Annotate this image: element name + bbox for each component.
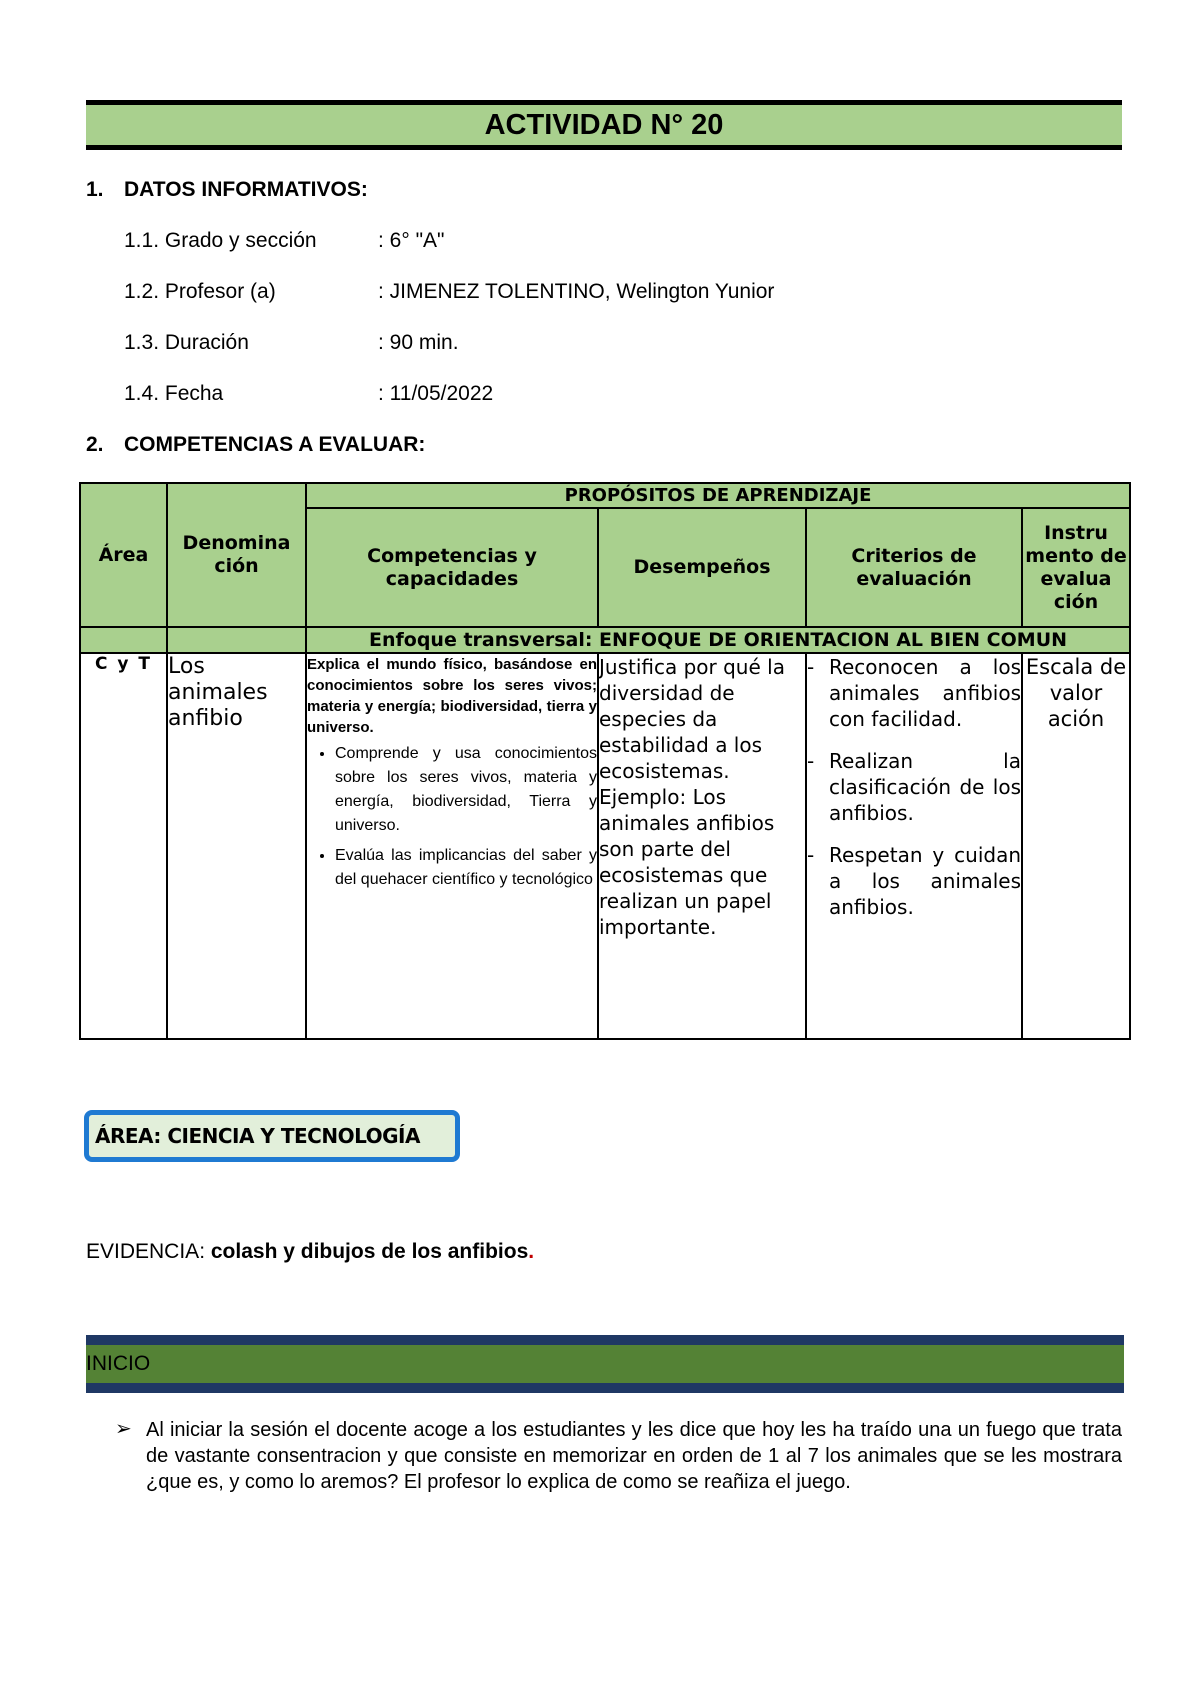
criterio-item: - Reconocen a los animales anfibios con facilidad. xyxy=(807,655,1021,731)
info-value: : 6° "A" xyxy=(378,229,445,252)
section-datos-informativos xyxy=(86,178,368,202)
criterio-text: Respetan y cuidan a los animales anfibios. xyxy=(829,843,1021,919)
arrow-bullet-icon: ➢ xyxy=(115,1418,132,1440)
capacidad-item: • Comprende y usa conocimientos sobre los seres vivos, materia y energía, biodiversidad, Tierra y universo. xyxy=(335,742,597,838)
cell-criterios xyxy=(806,653,1022,1039)
capacidad-item: • Evalúa las implicancias del saber y del quehacer científico y tecnológico xyxy=(335,844,597,892)
activity-title: ACTIVIDAD N° 20 xyxy=(484,108,724,141)
header-competencias: Competencias y capacidades xyxy=(306,508,598,627)
info-label: 1.1. Grado y sección xyxy=(124,229,317,252)
section-heading: DATOS INFORMATIVOS: xyxy=(124,178,368,201)
info-value: : 11/05/2022 xyxy=(378,382,494,405)
area-box xyxy=(84,1110,460,1162)
header-instrumento: Instru mento de evalua ción xyxy=(1022,508,1130,627)
inicio-heading: INICIO xyxy=(86,1352,151,1375)
competencias-table xyxy=(79,482,1131,1040)
header-denominacion: Denomina ción xyxy=(167,483,306,627)
cell-denominacion: Los animales anfibio xyxy=(167,653,306,1039)
cell-competencias xyxy=(306,653,598,1039)
info-value: : 90 min. xyxy=(378,331,459,354)
competencia-lead: Explica el mundo físico, basándose en conocimientos sobre los seres vivos; materia y energía; biodiversidad, tierra y universo. xyxy=(307,656,597,736)
info-row-profesor xyxy=(124,280,774,304)
section-number: 1. xyxy=(86,178,104,201)
inicio-paragraph: Al iniciar la sesión el docente acoge a los estudiantes y les dice que hoy les ha traído una un fuego que trata de vastante consentracion y que consiste en memorizar en orden de 1 al 7 los animales que se les mostrara ¿que es, y como lo aremos? El profesor lo explica de como se reañiza el juego. xyxy=(146,1419,1122,1493)
criterio-item: - Respetan y cuidan a los animales anfibios. xyxy=(807,843,1021,919)
activity-title-bar xyxy=(86,100,1122,150)
info-label: 1.3. Duración xyxy=(124,331,249,354)
evidencia-label: EVIDENCIA: xyxy=(86,1240,206,1263)
criterio-item: - Realizan la clasificación de los anfibios. xyxy=(807,749,1021,825)
section-number: 2. xyxy=(86,433,104,456)
criterio-text: Reconocen a los animales anfibios con facilidad. xyxy=(829,655,1021,731)
section-heading: COMPETENCIAS A EVALUAR: xyxy=(124,433,426,456)
inicio-bar xyxy=(86,1335,1124,1393)
header-criterios: Criterios de evaluación xyxy=(806,508,1022,627)
header-propositos: PROPÓSITOS DE APRENDIZAJE xyxy=(306,483,1130,508)
cell-instrumento: Escala de valor ación xyxy=(1022,653,1130,1039)
info-label: 1.2. Profesor (a) xyxy=(124,280,276,303)
evidencia-line xyxy=(86,1240,534,1264)
info-row-grado xyxy=(124,229,445,253)
evidencia-dot: . xyxy=(528,1240,535,1263)
info-value: : JIMENEZ TOLENTINO, Welington Yunior xyxy=(378,280,775,303)
criterio-text: Realizan la clasificación de los anfibios. xyxy=(829,749,1021,825)
header-desempenos: Desempeños xyxy=(598,508,806,627)
info-row-duracion xyxy=(124,331,459,355)
info-row-fecha xyxy=(124,382,493,406)
spacer-cell xyxy=(167,627,306,653)
spacer-cell xyxy=(80,627,167,653)
section-competencias xyxy=(86,433,425,457)
cell-desempeno: Justifica por qué la diversidad de especies da estabilidad a los ecosistemas. Ejemplo: Los animales anfibios son parte del ecosistemas que realizan un papel importante. xyxy=(598,653,806,1039)
capacidades-list xyxy=(307,742,597,892)
cell-area: C y T xyxy=(80,653,167,1039)
enfoque-transversal: Enfoque transversal: ENFOQUE DE ORIENTACION AL BIEN COMUN xyxy=(306,627,1130,653)
evidencia-text: colash y dibujos de los anfibios xyxy=(205,1240,529,1263)
header-area: Área xyxy=(80,483,167,627)
info-label: 1.4. Fecha xyxy=(124,382,224,405)
area-label: ÁREA: CIENCIA Y TECNOLOGÍA xyxy=(95,1124,420,1148)
